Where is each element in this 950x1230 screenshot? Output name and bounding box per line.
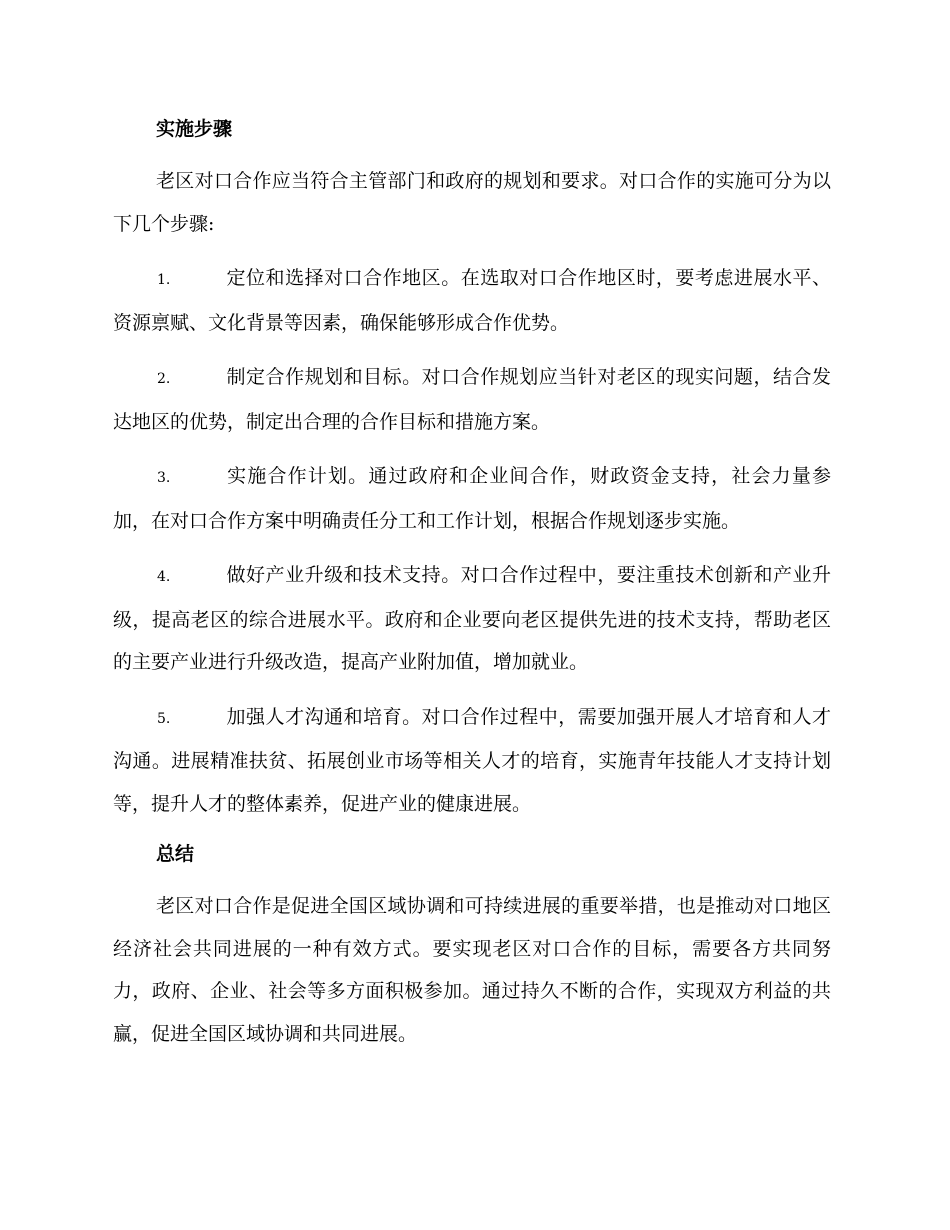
intro-paragraph: 老区对口合作应当符合主管部门和政府的规划和要求。对口合作的实施可分为以下几个步骤: [113,170,831,235]
list-text: 定位和选择对口合作地区。在选取对口合作地区时，要考虑进展水平、资源禀赋、文化背景等因素，确保能够形成合作优势。 [113,267,831,334]
section-heading-implementation-steps: 实施步骤 [156,118,233,140]
list-item [113,696,831,826]
list-item [113,554,831,684]
list-text: 实施合作计划。通过政府和企业间合作，财政资金支持，社会力量参加，在对口合作方案中明确责任分工和工作计划，根据合作规划逐步实施。 [113,465,831,532]
list-item [113,356,831,443]
list-item [113,257,831,344]
list-number: 2. [157,371,171,387]
list-number: 5. [157,710,171,727]
list-text: 加强人才沟通和培育。对口合作过程中，需要加强开展人才培育和人才沟通。进展精准扶贫、拓展创业市场等相关人才的培育，实施青年技能人才支持计划等，提升人才的整体素养，促进产业的健康进展。 [113,705,831,815]
section-heading-summary: 总结 [156,843,195,865]
list-number: 3. [157,470,171,486]
list-text: 做好产业升级和技术支持。对口合作过程中，要注重技术创新和产业升级，提高老区的综合进展水平。政府和企业要向老区提供先进的技术支持，帮助老区的主要产业进行升级改造，提高产业附加值，增加就业。 [113,564,831,673]
list-number: 1. [157,272,171,288]
document-content [113,108,831,1055]
list-text: 制定合作规划和目标。对口合作规划应当针对老区的现实问题，结合发达地区的优势，制定出合理的合作目标和措施方案。 [113,366,831,433]
list-number: 4. [157,569,171,585]
summary-paragraph: 老区对口合作是促进全国区域协调和可持续进展的重要举措，也是推动对口地区经济社会共同进展的一种有效方式。要实现老区对口合作的目标，需要各方共同努力，政府、企业、社会等多方面积极参加。通过持久不断的合作，实现双方利益的共赢，促进全国区域协调和共同进展。 [113,895,831,1045]
list-item [113,455,831,542]
